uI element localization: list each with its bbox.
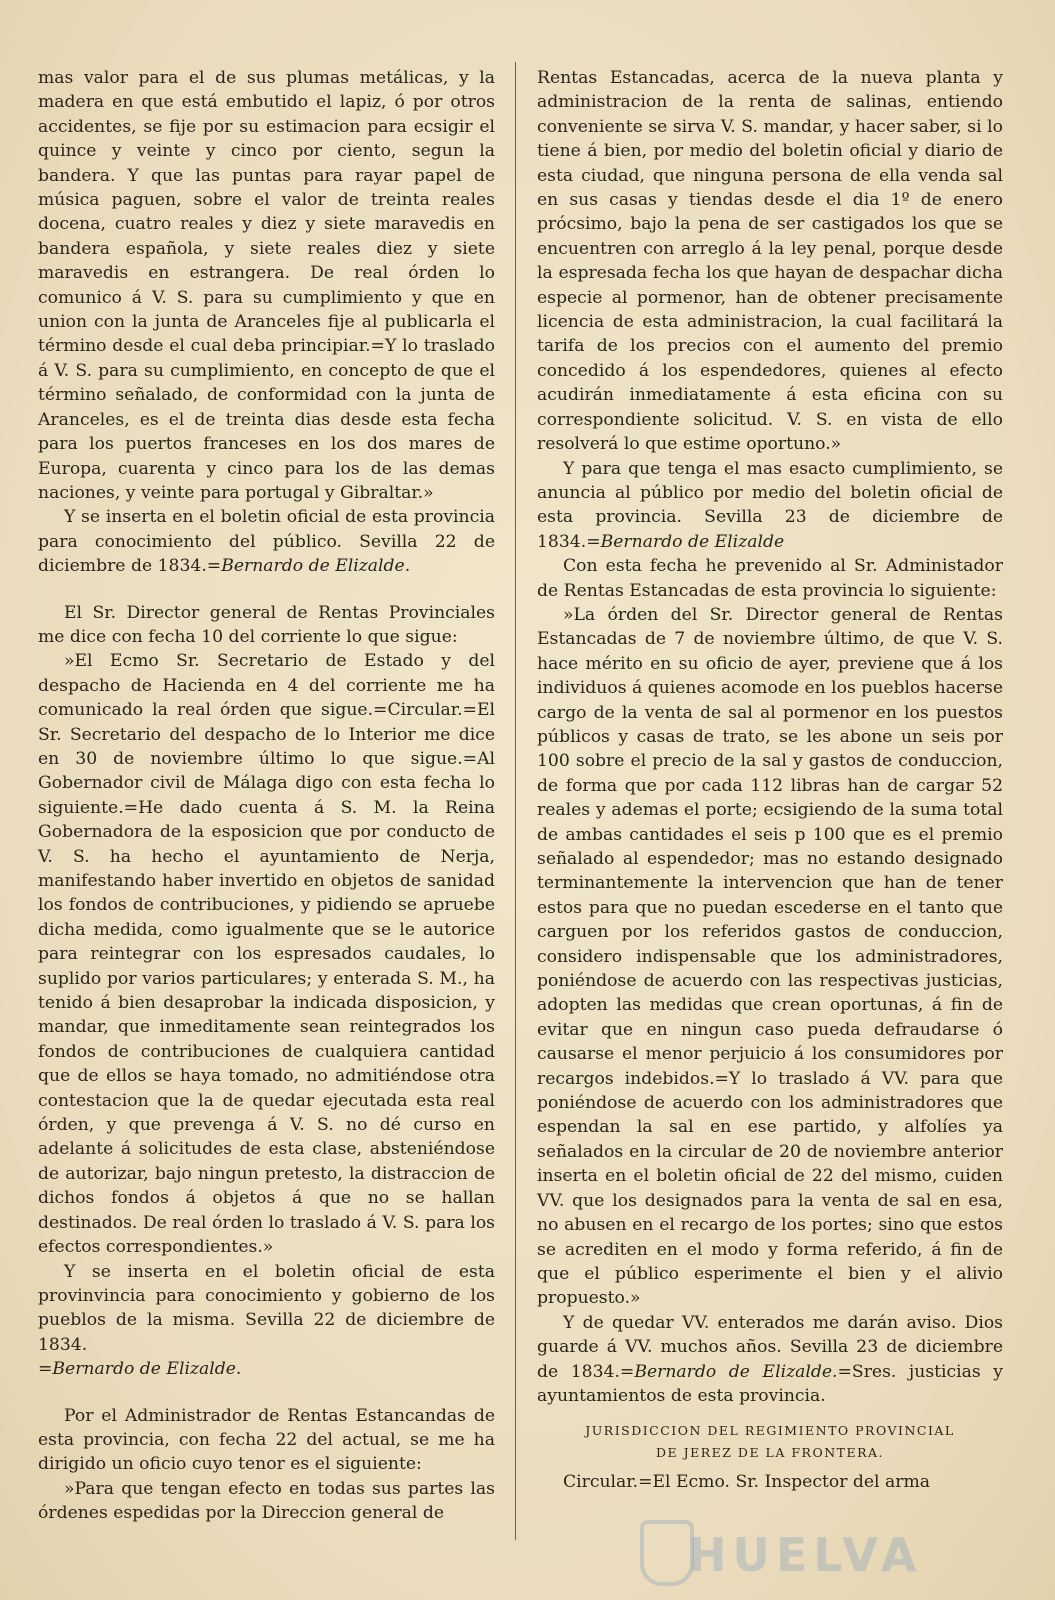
signature: =Bernardo de Elizalde. [38,1359,242,1380]
notice-text: Y se inserta en el boletin oficial de esta provincia para conocimiento del público. Sevilla 22 de diciembre de 1834.= [38,507,495,577]
paragraph-administrador-rentas: Por el Administrador de Rentas Estancandas de esta provincia, con fecha 22 del actual, se me ha dirigido un oficio cuyo tenor es el siguiente: [38,1405,495,1475]
paragraph-insert-notice-2: Y se inserta en el boletin oficial de esta provinvincia para conocimiento y gobierno de los pueblos de la misma. Sevilla 22 de diciembre de 1834. [38,1261,495,1355]
left-column [38,66,495,1526]
watermark-text: HUELVA [688,1528,923,1582]
notice-text: Y para que tenga el mas esacto cumplimiento, se anuncia al público por medio del boletin oficial de esta provincia. Sevilla 23 de diciembre de 1834.= [537,458,1003,552]
paragraph-insert-notice-1 [38,505,495,578]
section-heading-line-1: JURISDICCION DEL REGIMIENTO PROVINCIAL [585,1423,955,1439]
watermark-emblem [640,1520,694,1586]
paragraph-oficio-start: »Para que tengan efecto en todas sus partes las órdenes espedidas por la Direccion general de [38,1478,495,1524]
signature: Bernardo de Elizalde. [221,556,411,577]
column-divider [515,62,516,1540]
addressees: =Sres. justicias y ayuntamientos de esta provincia. [537,1361,1003,1406]
paragraph-oficio-continued: Rentas Estancadas, acerca de la nueva planta y administracion de la renta de salinas, entiendo conveniente se sirva V. S. mandar, y hacer saber, si lo tiene á bien, por medio del boletin oficial y diario de esta ciudad, que ninguna persona de ella venda sal en sus casas y tiendas desde el dia 1º de enero prócsimo, bajo la pena de ser castigados los que se encuentren con arreglo á la ley penal, porque desde la espresada fecha los que hayan de despachar dicha especie al pormenor, han de obtener precisamente licencia de esta administracion, la cual facilitará la tarifa de los precios con el aumento del premio concedido á los espendedores, quienes al efecto acudirán inmediatamente á esta eficina con su correspondiente solicitud. V. S. en vista de ello resolverá lo que estime oportuno.» [537,68,1003,455]
paragraph-prevenido: Con esta fecha he prevenido al Sr. Administador de Rentas Estancadas de esta provincia lo siguiente: [537,556,1003,601]
paragraph-aviso [537,1311,1003,1409]
paragraph-director-general: El Sr. Director general de Rentas Provinciales me dice con fecha 10 del corriente lo que sigue: [38,602,495,647]
notice-text: Y de quedar VV. enterados me darán aviso. Dios guarde á VV. muchos años. Sevilla 23 de diciembre de 1834.= [537,1312,1003,1382]
paragraph-aranceles: mas valor para el de sus plumas metálicas, y la madera en que está embutido el lapiz, ó por otros accidentes, se fije por su estimacion para ecsigir el quince y veinte y cinco por ciento, segun la bandera. Y que las puntas para rayar papel de música paguen, sobre el valor de treinta reales docena, cuatro reales y diez y siete maravedis en bandera española, y siete reales diez y siete maravedis en estrangera. De real órden lo comunico á V. S. para su cumplimiento y que en union con la junta de Aranceles fije al publicarla el término desde el cual deba principiar.=Y lo traslado á V. S. para su cumplimiento, en concepto de que el término señalado, de conformidad con la junta de Aranceles, es el de treinta dias desde esta fecha para los puertos franceses en los dos mares de Europa, cuarenta y cinco para los de las demas naciones, y veinte para portugal y Gibraltar.» [38,68,495,503]
right-column [537,66,1003,1495]
paragraph-orden-director-sal: »La órden del Sr. Director general de Rentas Estancadas de 7 de noviembre último, de que V. S. hace mérito en su oficio de ayer, previene que á los individuos á quienes acomode en los pueblos hacerse cargo de la venta de sal al pormenor en los puestos públicos y casas de trato, se les abone un seis por 100 sobre el precio de la sal y gastos de conduccion, de forma que por cada 112 libras han de cargar 52 reales y ademas el porte; ecsigiendo de la suma total de ambas cantidades el seis p 100 que es el premio señalado al espendedor; mas no estando designado terminantemente la intervencion que han de tener estos para que no puedan escederse en el tanto que carguen por los referidos gastos de conduccion, considero indispensable que los administradores, poniéndose de acuerdo con las respectivas justicias, adopten las medidas que crean oportunas, á fin de evitar que en ningun caso pueda defraudarse ó causarse el menor perjuicio á los consumidores por recargos indebidos.=Y lo traslado á VV. para que poniéndose de acuerdo con los administradores que espendan la sal en ese partido, y alfolíes ya señalados en la circular de 20 de noviembre anterior inserta en el boletin oficial de 22 del mismo, cuiden VV. que los designados para la venta de sal en esa, no abusen en el recargo de los portes; sino que estos se acrediten en el modo y forma referido, á fin de que el público esperimente el bien y el alivio propuesto.» [537,604,1003,1309]
paragraph-anuncio [537,457,1003,555]
signature: Bernardo de Elizalde. [634,1361,838,1382]
signature: Bernardo de Elizalde [600,531,785,552]
paragraph-real-orden-nerja: »El Ecmo Sr. Secretario de Estado y del despacho de Hacienda en 4 del corriente me ha comunicado la real órden que sigue.=Circular.=El Sr. Secretario del despacho de lo Interior me dice en 30 de noviembre último lo que sigue.=Al Gobernador civil de Málaga digo con esta fecha lo siguiente.=He dado cuenta á S. M. la Reina Gobernadora de la esposicion que por conducto de V. S. ha hecho el ayuntamiento de Nerja, manifestando haber invertido en objetos de sanidad los fondos de contribuciones, y pidiendo se apruebe dicha medida, como igualmente que se le autorice para reintegrar con los espresados caudales, lo suplido por varios particulares; y enterada S. M., ha tenido á bien desaprobar la indicada disposicion, y mandar, que inmeditamente sean reintegrados los fondos de contribuciones de cualquiera cantidad que de ellos se haya tomado, no admitiéndose otra contestacion que la de quedar ejecutada esta real órden, y que prevenga á V. S. no dé curso en adelante á solicitudes de esta clase, absteniéndose de autorizar, bajo ningun pretesto, la distraccion de dichos fondos á objetos á que no se hallan destinados. De real órden lo traslado á V. S. para los efectos correspondientes.» [38,651,495,1258]
section-heading-line-2: DE JEREZ DE LA FRONTERA. [655,1445,885,1461]
paragraph-circular-start: Circular.=El Ecmo. Sr. Inspector del arma [563,1472,931,1493]
